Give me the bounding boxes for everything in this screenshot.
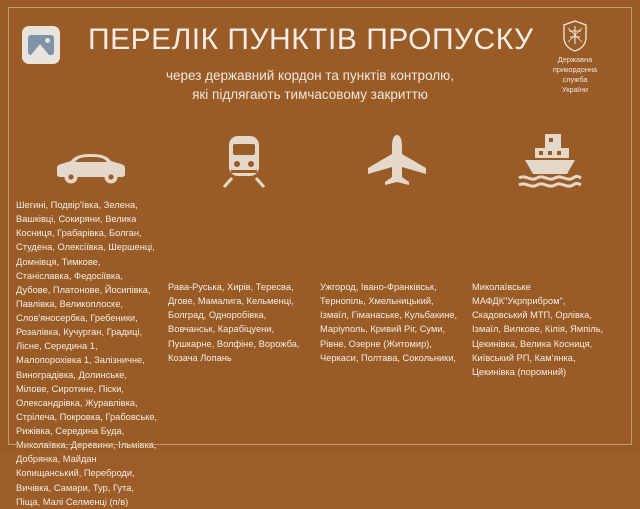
icon-cell-rail (167, 126, 320, 188)
column-road (16, 198, 168, 509)
airplane-icon (363, 132, 431, 188)
emblem-line-3: служба (562, 74, 588, 84)
icon-cell-sea (473, 126, 626, 188)
column-road-text: Шегині, Подвір'ївка, Зелена, Вашківці, Сокиряни, Велика Косниця, Грабарівка, Болган, Студена, Олексіївка, Шершенці, Домнівця, Тимкове, Станіславка, Федосіївка, Дубове, Платонове, Йосипівка, Павлівка, Великоплоске, Слов'яносербка, Гребеники, Розалівка, Кучурган, Градиці, Лісне, Середина 1, Малопорохівка 1, Залізничне, Виноградівка, Долинське, Мілове, Сиротине, Піски, Олександрівка, Журавлівка, Стрілеча, Покровка, Грабовське, Рижівка, Середина Буда, Миколаївка, Деревини, Ільмівка, Добрянка, Майдан Копищанський, Переброди, Вичівка, Самари, Тур, Гута, Піща, Малі Селменці (п/в) (16, 200, 158, 507)
column-sea-text: Миколаївське МАФДК"Укрприбром", Скадовський МТП, Орлівка, Ізмаїл, Вилкове, Кілія, Ямпіль, Цекинівка, Велика Косниця, Київський РП, Кам'янка, Цекинівка (поромний) (472, 282, 604, 377)
icon-cell-road (14, 126, 167, 188)
icon-cell-air (320, 126, 473, 188)
car-icon (49, 144, 133, 188)
ship-icon (515, 130, 585, 188)
emblem-caption (532, 55, 618, 95)
train-icon (218, 134, 270, 188)
column-air (320, 198, 472, 509)
shield-icon (562, 20, 588, 52)
subtitle-line-1: через державний кордон та пунктів контролю, (165, 67, 455, 83)
transport-icons-row (0, 126, 640, 188)
mountain-photo-icon (28, 35, 54, 55)
poster-header (0, 0, 640, 120)
column-rail-text: Рава-Руська, Хирів, Тересва, Дгове, Мамалига, Кельменці, Болград, Одноробівка, Вовчанськ, Карабіцуени, Пушкарне, Волфіне, Ворожба, Козача Лопань (168, 282, 300, 363)
column-rail (168, 198, 320, 509)
emblem-line-1: Державна (557, 55, 593, 64)
checkpoint-columns (0, 188, 640, 509)
column-sea (472, 198, 624, 509)
column-air-text: Ужгород, Івано-Франківськ, Тернопіль, Хмельницький, Ізмаїл, Гіманаське, Кульбакине, Маріуполь, Кривий Ріг, Суми, Рівне, Озерне (Житомир), Черкаси, Полтава, Сокольники, (320, 282, 458, 363)
page-title: ПЕРЕЛІК ПУНКТІВ ПРОПУСКУ (88, 23, 534, 56)
subtitle-line-2: які підлягають тимчасовому закриттю (192, 87, 428, 103)
emblem-line-2: прикордонна (552, 64, 598, 74)
border-guard-emblem (532, 20, 618, 95)
agency-logo (22, 26, 60, 64)
emblem-line-4: України (561, 84, 589, 94)
